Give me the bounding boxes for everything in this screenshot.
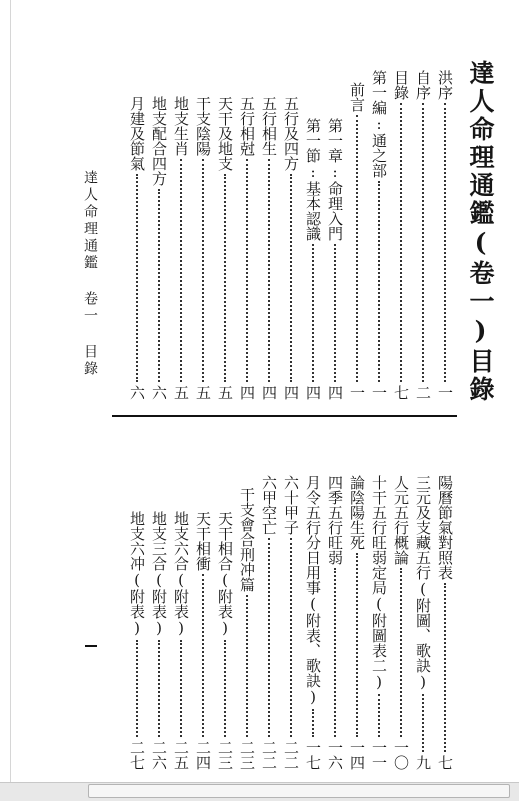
top-page-number: 五 [172, 385, 190, 400]
top-entry [261, 96, 276, 400]
top-page-number: 一 [436, 385, 454, 400]
top-entry [371, 70, 386, 400]
bottom-page-number: 二三 [216, 740, 234, 770]
top-entry [239, 96, 254, 400]
top-label: 第一編:通之部 [370, 70, 388, 178]
top-page-number: 五 [216, 385, 234, 400]
bottom-label: 六十甲子 [282, 475, 300, 535]
bottom-label: 十干五行旺弱定局(附圖表二) [370, 475, 388, 691]
top-label: 干支陰陽 [194, 96, 212, 156]
top-label: 月建及節氣 [128, 96, 146, 171]
page-edge-rule [10, 0, 11, 800]
top-entry [129, 96, 144, 400]
bottom-label: 干支會合刑冲篇 [238, 487, 256, 592]
bottom-entry [173, 511, 188, 770]
bottom-page-number: 一七 [304, 740, 322, 770]
bottom-label: 地支三合(附表) [150, 511, 168, 637]
top-label: 自序 [414, 70, 432, 100]
top-page-number: 四 [282, 385, 300, 400]
bottom-label: 地支六合(附表) [172, 511, 190, 637]
bottom-label: 天干相合(附表) [216, 511, 234, 637]
leader-dots [180, 159, 182, 382]
page-number-mark [85, 645, 97, 647]
top-entry [283, 96, 298, 400]
leader-dots [356, 553, 358, 737]
top-label: 第一章:命理入門 [326, 118, 344, 241]
bottom-page-number: 一六 [326, 740, 344, 770]
top-label: 地支配合四方 [150, 96, 168, 186]
bottom-page-number: 一一 [370, 740, 388, 770]
leader-dots [136, 174, 138, 382]
bottom-page-number: 七 [436, 755, 454, 770]
bottom-entry [437, 475, 452, 770]
bottom-label: 地支六冲(附表) [128, 511, 146, 637]
leader-dots [246, 595, 248, 737]
top-entry [349, 82, 364, 400]
bottom-page-number: 一四 [348, 740, 366, 770]
section-divider [112, 415, 457, 417]
bottom-label: 陽曆節氣對照表 [436, 475, 454, 580]
leader-dots [378, 181, 380, 382]
top-page-number: 六 [128, 385, 146, 400]
bottom-page-number: 一〇 [392, 740, 410, 770]
bottom-page-number: 九 [414, 755, 432, 770]
leader-dots [356, 115, 358, 382]
leader-dots [224, 640, 226, 737]
top-label: 目錄 [392, 70, 410, 100]
bottom-label: 天干相衝 [194, 511, 212, 571]
bottom-entry [305, 475, 320, 770]
bottom-label: 人元五行概論 [392, 475, 410, 565]
leader-dots [422, 694, 424, 752]
top-label: 前言 [348, 82, 366, 112]
leader-dots [400, 568, 402, 737]
top-page-number: 五 [194, 385, 212, 400]
leader-dots [158, 640, 160, 737]
leader-dots [312, 709, 314, 737]
top-entry [173, 96, 188, 400]
bottom-entry [239, 487, 254, 770]
top-entry [415, 70, 430, 400]
leader-dots [202, 574, 204, 737]
top-page-number: 四 [326, 385, 344, 400]
top-entry [217, 96, 232, 400]
leader-dots [378, 694, 380, 737]
leader-dots [202, 159, 204, 382]
bottom-page-number: 二五 [172, 740, 190, 770]
top-entry [327, 118, 342, 400]
bottom-entry [415, 475, 430, 770]
bottom-label: 三元及支藏五行(附圖、歌訣) [414, 475, 432, 691]
top-label: 五行相尅 [238, 96, 256, 156]
leader-dots [290, 538, 292, 737]
leader-dots [180, 640, 182, 737]
bottom-entry [217, 511, 232, 770]
bottom-label: 四季五行旺弱 [326, 475, 344, 565]
bottom-page-number: 二二 [260, 740, 278, 770]
bottom-page-number: 二二 [282, 740, 300, 770]
top-entry [305, 118, 320, 400]
bottom-label: 六甲空亡 [260, 475, 278, 535]
top-label: 洪序 [436, 70, 454, 100]
bottom-entry [327, 475, 342, 770]
bottom-entry [349, 475, 364, 770]
leader-dots [444, 103, 446, 382]
top-page-number: 七 [392, 385, 410, 400]
leader-dots [136, 640, 138, 737]
bottom-entry [393, 475, 408, 770]
side-caption: 達人命理通鑑 卷一 目錄 [82, 170, 98, 378]
top-entry [437, 70, 452, 400]
bottom-page-number: 二六 [150, 740, 168, 770]
bottom-entry [283, 475, 298, 770]
leader-dots [158, 189, 160, 382]
leader-dots [334, 244, 336, 382]
scrollbar-thumb[interactable] [88, 784, 510, 798]
bottom-entry [261, 475, 276, 770]
bottom-entry [195, 511, 210, 770]
leader-dots [268, 159, 270, 382]
top-page-number: 一 [370, 385, 388, 400]
bottom-label: 月令五行分日用事(附表、歌訣) [304, 475, 322, 706]
top-page-number: 四 [238, 385, 256, 400]
leader-dots [268, 538, 270, 737]
leader-dots [224, 174, 226, 382]
bottom-page-number: 二四 [194, 740, 212, 770]
leader-dots [312, 244, 314, 382]
top-label: 天干及地支 [216, 96, 234, 171]
page-title: 達人命理通鑑(卷一)目錄 [466, 60, 495, 404]
bottom-page-number: 二三 [238, 740, 256, 770]
top-page-number: 六 [150, 385, 168, 400]
top-entry [393, 70, 408, 400]
top-label: 第一節:基本認識 [304, 118, 322, 241]
top-label: 五行及四方 [282, 96, 300, 171]
top-entry [151, 96, 166, 400]
top-entry [195, 96, 210, 400]
leader-dots [246, 159, 248, 382]
top-label: 地支生肖 [172, 96, 190, 156]
bottom-label: 論陰陽生死 [348, 475, 366, 550]
leader-dots [290, 174, 292, 382]
leader-dots [400, 103, 402, 382]
bottom-entry [129, 511, 144, 770]
top-label: 五行相生 [260, 96, 278, 156]
leader-dots [422, 103, 424, 382]
leader-dots [334, 568, 336, 737]
bottom-entry [371, 475, 386, 770]
top-page-number: 四 [304, 385, 322, 400]
top-page-number: 二 [414, 385, 432, 400]
bottom-entry [151, 511, 166, 770]
top-page-number: 四 [260, 385, 278, 400]
top-page-number: 一 [348, 385, 366, 400]
leader-dots [444, 583, 446, 752]
bottom-page-number: 二七 [128, 740, 146, 770]
